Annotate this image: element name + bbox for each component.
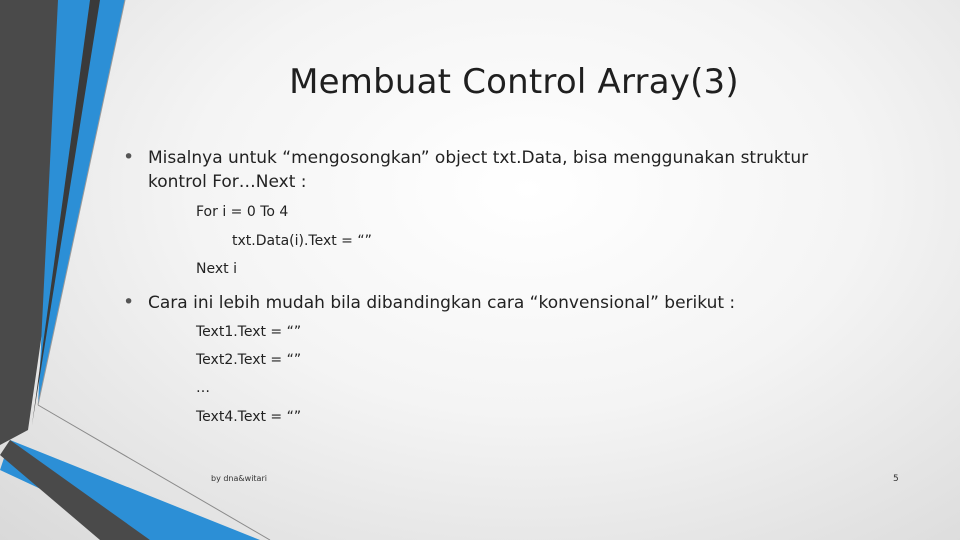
code-line: Text1.Text = “” (196, 324, 302, 340)
slide-title: Membuat Control Array(3) (289, 62, 739, 102)
bullet-text: Misalnya untuk “mengosongkan” object txt.Data, bisa menggunakan struktur kontrol For…Next : (148, 148, 809, 192)
bullet-dot-icon: • (123, 291, 135, 313)
code-line: Text4.Text = “” (196, 409, 302, 425)
code-line: For i = 0 To 4 (196, 204, 289, 220)
bullet-text: Cara ini lebih mudah bila dibandingkan cara “konvensional” berikut : (148, 293, 736, 313)
code-line: Text2.Text = “” (196, 352, 302, 368)
code-line: txt.Data(i).Text = “” (232, 233, 372, 249)
code-line: … (196, 380, 210, 396)
footer-author: by dna&witari (211, 474, 267, 483)
code-line: Next i (196, 261, 237, 277)
bullet-dot-icon: • (123, 146, 135, 168)
page-number: 5 (893, 474, 899, 484)
